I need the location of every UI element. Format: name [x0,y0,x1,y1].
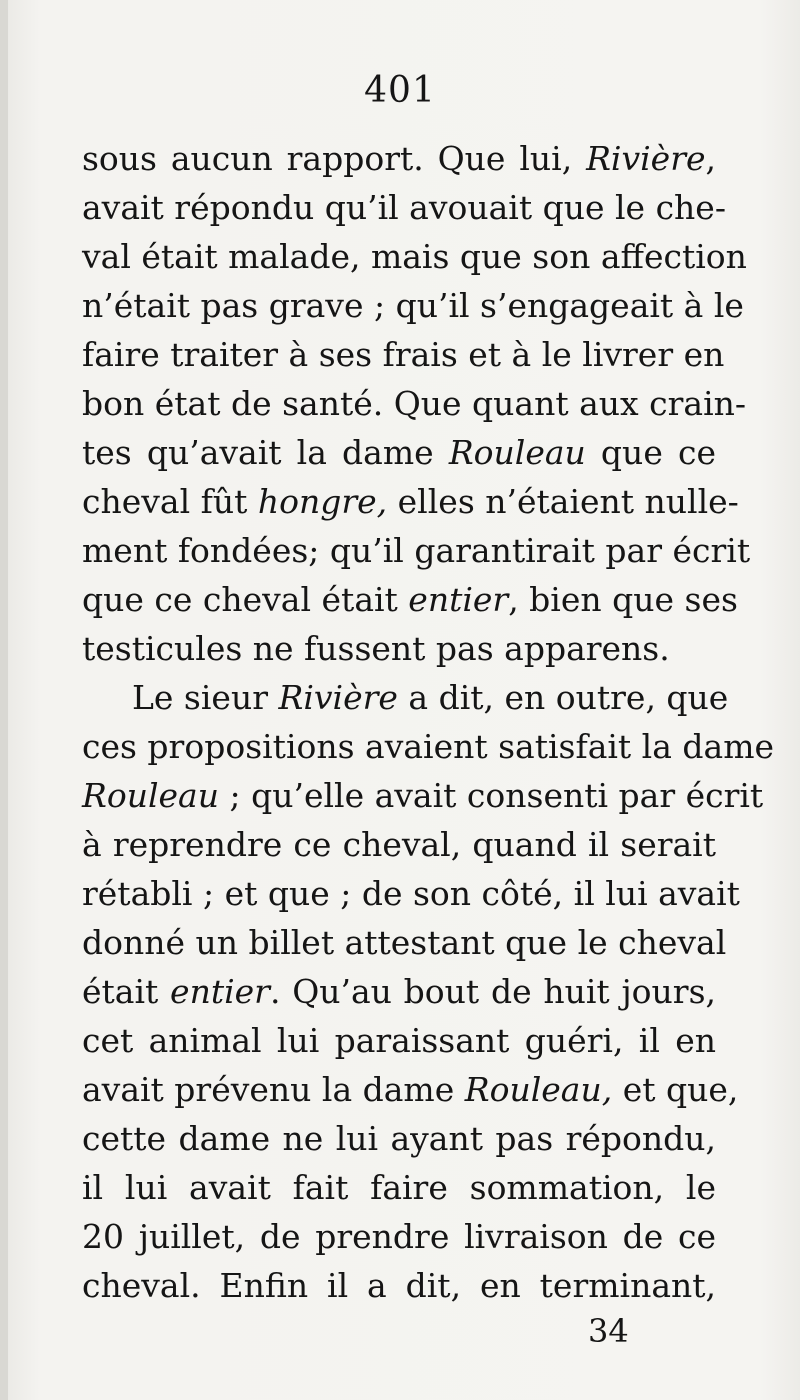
italic-text: Rouleau, [464,1070,613,1109]
text-span: ; qu’elle avait consenti par écrit [218,776,764,815]
signature-mark: 34 [588,1312,629,1350]
italic-text: Rivière [586,139,706,178]
text-span: val était malade, mais que son affection [82,237,747,276]
italic-text: Rouleau [82,776,219,815]
text-line [82,1065,739,1114]
text-span: et que, [612,1070,739,1109]
text-line [82,820,716,869]
text-line [82,281,744,330]
page-gutter-edge [0,0,8,1400]
text-span: a dit, en outre, que [397,678,729,717]
text-line [82,1163,716,1212]
text-line [82,575,738,624]
text-span: cheval. Enfin il a dit, en terminant, [82,1266,716,1305]
text-span: à reprendre ce cheval, quand il serait [82,825,716,864]
text-span: . Qu’au bout de huit jours, [269,972,716,1011]
text-line [82,379,747,428]
text-span: cet animal lui paraissant guéri, il en [82,1021,716,1060]
text-span: donné un billet attestant que le cheval [82,923,727,962]
text-span: cheval fût [82,482,258,521]
italic-text: Rouleau [448,433,586,472]
italic-text: hongre, [257,482,388,521]
text-span: 20 juillet, de prendre livraison de ce [82,1217,716,1256]
text-line [82,232,747,281]
text-line [82,673,729,722]
text-line [82,134,716,183]
text-span: il lui avait fait faire sommation, le [82,1168,716,1207]
text-line [82,1212,716,1261]
text-line [82,477,739,526]
text-span: sous aucun rapport. Que lui, [82,139,587,178]
text-line [82,428,716,477]
text-span: , bien que ses [508,580,738,619]
text-span: testicules ne fussent pas apparens. [82,629,670,668]
text-line [82,869,740,918]
text-span: ment fondées; qu’il garantirait par écrit [82,531,751,570]
text-line [82,330,725,379]
text-span: , [705,139,716,178]
text-span: faire traiter à ses frais et à le livrer en [82,335,725,374]
text-line [82,967,716,1016]
text-line [82,624,716,673]
text-line [82,722,775,771]
text-span: cette dame ne lui ayant pas répondu, [82,1119,716,1158]
text-span: avait prévenu la dame [82,1070,465,1109]
text-span: Le sieur [132,678,279,717]
text-span: ces propositions avaient satisfait la dame [82,727,775,766]
text-span: que ce cheval était [82,580,409,619]
text-line [82,183,726,232]
text-span: avait répondu qu’il avouait que le che- [82,188,726,227]
italic-text: Rivière [278,678,398,717]
text-line [82,1261,716,1310]
text-line [82,771,764,820]
text-span: était [82,972,171,1011]
text-span: elles n’étaient nulle- [387,482,739,521]
italic-text: entier [408,580,509,619]
text-span: tes qu’avait la dame [82,433,449,472]
text-span: n’était pas grave ; qu’il s’engageait à le [82,286,744,325]
text-line [82,526,751,575]
text-line [82,1114,716,1163]
body-text [82,134,775,1310]
page-number: 401 [364,70,436,111]
text-span: que ce [585,433,716,472]
italic-text: entier [170,972,270,1011]
text-line [82,1016,716,1065]
text-span: bon état de santé. Que quant aux crain- [82,384,747,423]
text-span: rétabli ; et que ; de son côté, il lui avait [82,874,740,913]
text-line [82,918,727,967]
